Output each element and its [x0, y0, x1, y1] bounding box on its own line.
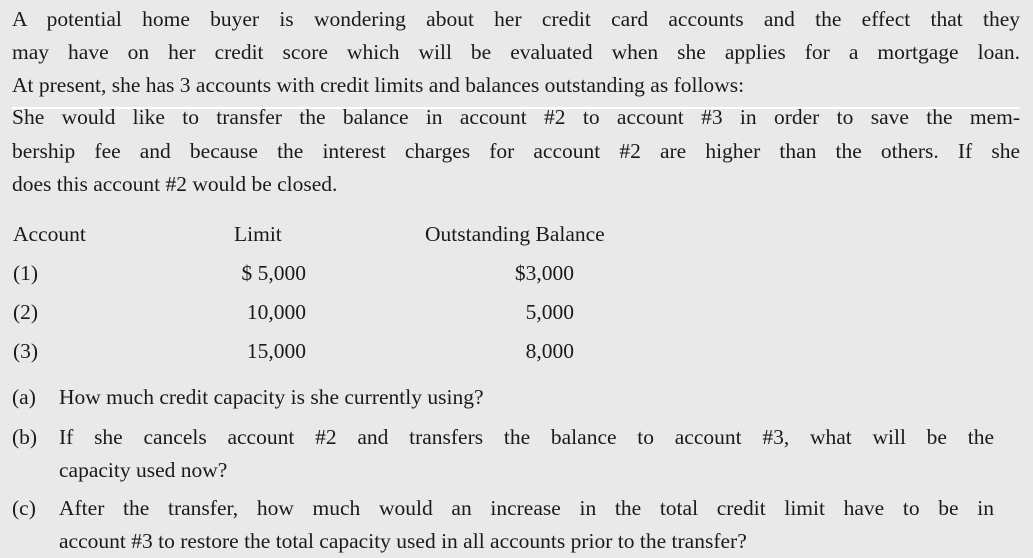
row-1-account: (1): [13, 261, 39, 285]
question-a: [12, 381, 1022, 414]
intro-line: may have on her credit score which will be evaluated when she applies for a mortgage loan.: [12, 40, 1020, 64]
question-c: [12, 492, 1022, 558]
transfer-line: does this account #2 would be closed.: [12, 172, 338, 196]
question-text: If she cancels account #2 and transfers the balance to account #3, what will be the: [59, 425, 994, 449]
row-2-limit: 10,000: [246, 300, 306, 324]
row-1-balance: $3,000: [514, 261, 574, 285]
question-text: How much credit capacity is she currently using?: [59, 385, 484, 409]
question-label: (a): [12, 385, 36, 409]
header-limit: Limit: [234, 222, 282, 246]
question-text: After the transfer, how much would an increase in the total credit limit have to be in: [59, 496, 994, 520]
transfer-paragraph: [12, 101, 1020, 202]
header-balance: Outstanding Balance: [425, 222, 605, 246]
transfer-line: bership fee and because the interest charges for account #2 are higher than the others. If she: [12, 138, 1020, 163]
row-3-account: (3): [13, 339, 39, 363]
intro-line: At present, she has 3 accounts with credit limits and balances outstanding as follows:: [12, 73, 745, 97]
row-1-limit: $ 5,000: [241, 261, 306, 285]
question-b: [12, 421, 1022, 487]
question-text: capacity used now?: [59, 458, 228, 482]
question-text: account #3 to restore the total capacity used in all accounts prior to the transfer?: [59, 529, 747, 553]
intro-line: A potential home buyer is wondering about her credit card accounts and the effect that they: [12, 7, 1020, 31]
row-3-balance: 8,000: [525, 339, 574, 363]
row-2-account: (2): [13, 300, 39, 324]
intro-paragraph: [12, 3, 1020, 109]
question-label: (b): [12, 425, 38, 449]
transfer-line: She would like to transfer the balance in account #2 to account #3 in order to save the mem-: [12, 105, 1020, 129]
row-2-balance: 5,000: [525, 300, 574, 324]
question-label: (c): [12, 496, 36, 520]
header-account: Account: [13, 222, 86, 246]
row-3-limit: 15,000: [246, 339, 306, 363]
